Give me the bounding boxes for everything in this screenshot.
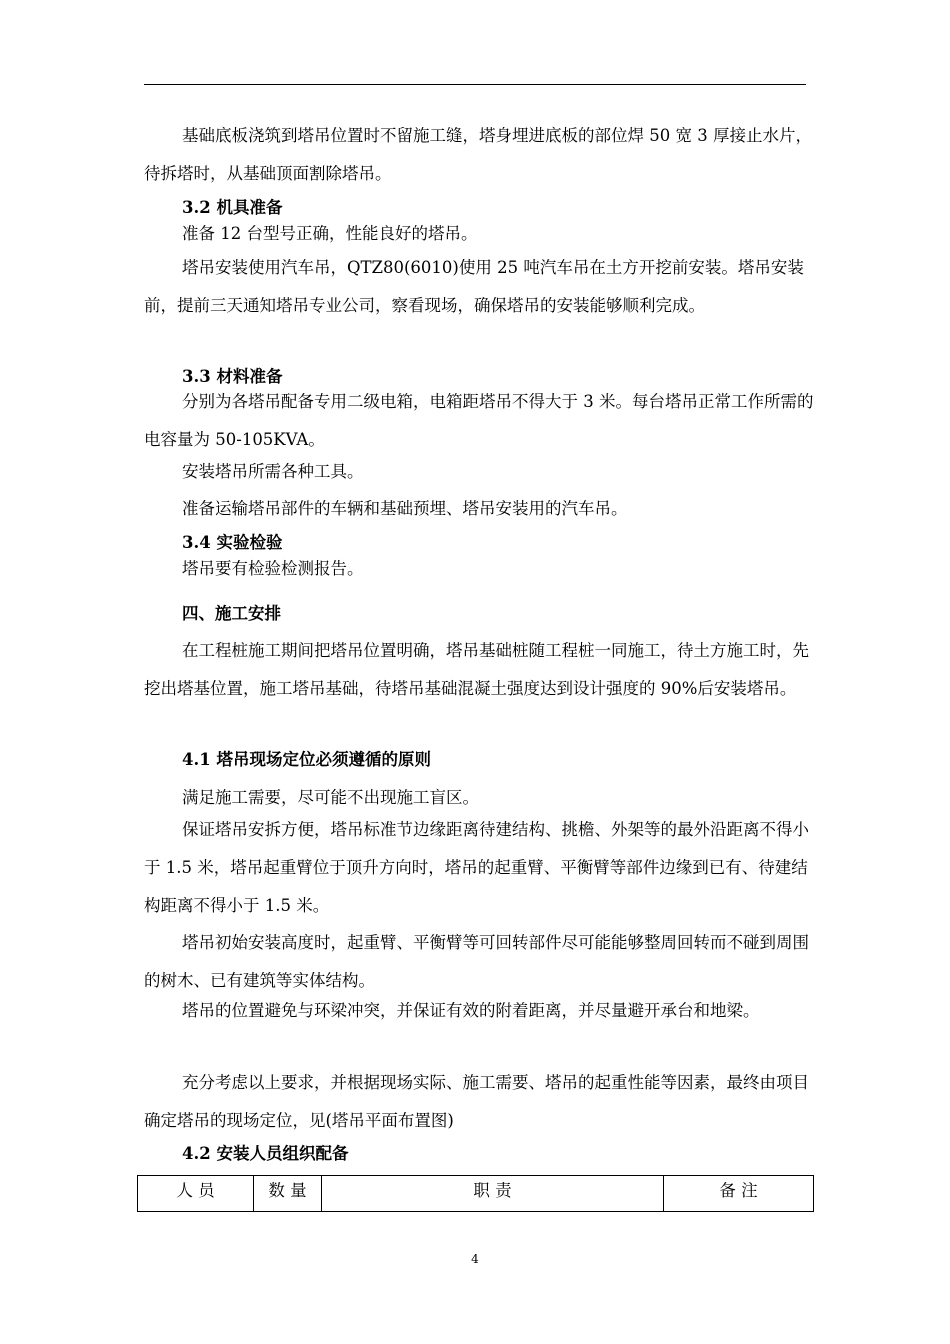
paragraph: 充分考虑以上要求，并根据现场实际、施工需要、塔吊的起重性能等因素，最终由项目确定塔吊的现场定位，见(塔吊平面布置图) [144, 1073, 809, 1130]
paragraph: 准备运输塔吊部件的车辆和基础预埋、塔吊安装用的汽车吊。 [182, 499, 628, 518]
paragraph: 基础底板浇筑到塔吊位置时不留施工缝，塔身埋进底板的部位焊 50 宽 3 厚接止水片，待拆塔时，从基础顶面割除塔吊。 [144, 126, 812, 183]
paragraph: 保证塔吊安拆方便，塔吊标准节边缘距离待建结构、挑檐、外架等的最外沿距离不得小于 1.5 米，塔吊起重臂位于顶升方向时，塔吊的起重臂、平衡臂等部件边缘到已有、待建结构距离不得小于 1.5 米。 [144, 820, 809, 915]
section-heading-3-4: 3.4 实验检验 [182, 533, 283, 552]
staff-table [137, 1175, 814, 1212]
table-header-cell: 数 量 [254, 1176, 322, 1212]
table-header-cell: 职 责 [322, 1176, 664, 1212]
section-heading-4-2: 4.2 安装人员组织配备 [182, 1144, 349, 1163]
table-header-row [138, 1176, 814, 1212]
section-heading-3-2: 3.2 机具准备 [182, 198, 283, 217]
table-header-cell: 备 注 [664, 1176, 814, 1212]
paragraph: 塔吊的位置避免与环梁冲突，并保证有效的附着距离，并尽量避开承台和地梁。 [182, 1001, 760, 1020]
paragraph: 满足施工需要，尽可能不出现施工盲区。 [182, 788, 479, 807]
table-header-cell: 人 员 [138, 1176, 254, 1212]
paragraph: 安装塔吊所需各种工具。 [182, 462, 364, 481]
paragraph: 分别为各塔吊配备专用二级电箱，电箱距塔吊不得大于 3 米。每台塔吊正常工作所需的电容量为 50-105KVA。 [144, 392, 814, 449]
chapter-heading-4: 四、施工安排 [182, 604, 281, 623]
paragraph: 塔吊初始安装高度时，起重臂、平衡臂等可回转部件尽可能能够整周回转而不碰到周围的树木、已有建筑等实体结构。 [144, 933, 809, 990]
paragraph: 准备 12 台型号正确，性能良好的塔吊。 [182, 224, 478, 243]
page-number: 4 [471, 1252, 479, 1266]
header-rule [144, 84, 806, 85]
section-heading-4-1: 4.1 塔吊现场定位必须遵循的原则 [182, 750, 431, 769]
paragraph: 塔吊要有检验检测报告。 [182, 559, 364, 578]
section-heading-3-3: 3.3 材料准备 [182, 367, 283, 386]
paragraph: 塔吊安装使用汽车吊，QTZ80(6010)使用 25 吨汽车吊在土方开挖前安装。塔吊安装前，提前三天通知塔吊专业公司，察看现场，确保塔吊的安装能够顺利完成。 [144, 258, 804, 315]
paragraph: 在工程桩施工期间把塔吊位置明确，塔吊基础桩随工程桩一同施工，待土方施工时，先挖出塔基位置，施工塔吊基础，待塔吊基础混凝土强度达到设计强度的 90%后安装塔吊。 [144, 641, 809, 698]
